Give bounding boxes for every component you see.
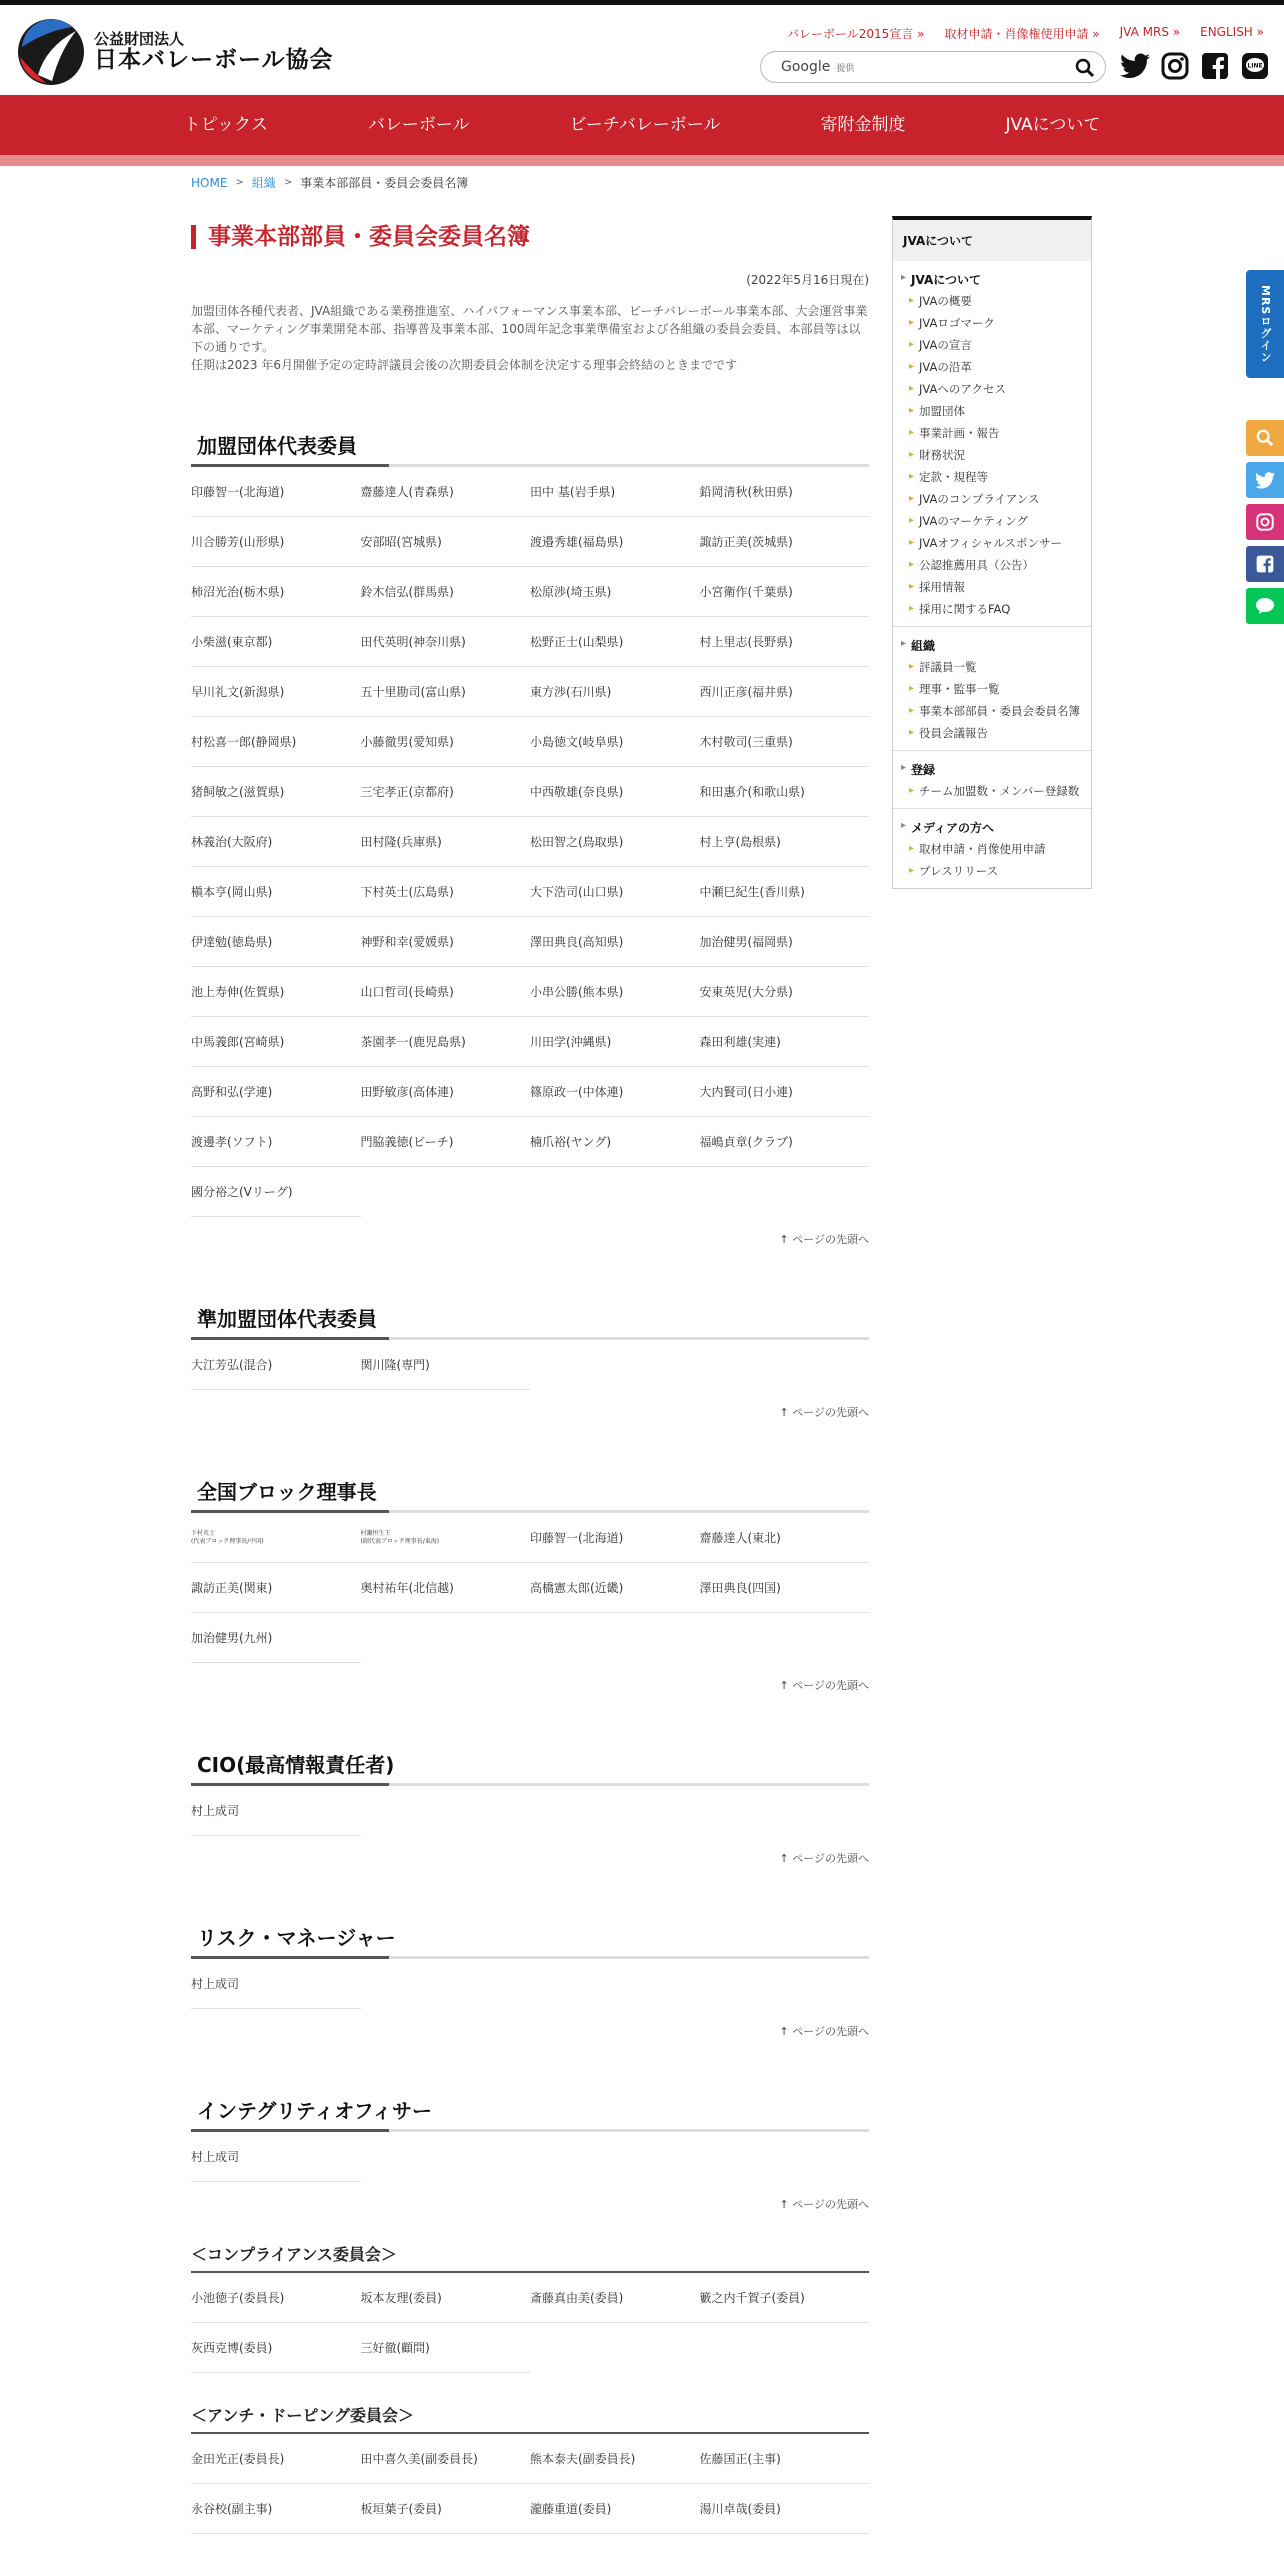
list-item: 澤田典良(四国) — [700, 1563, 870, 1613]
list-item: 関川隆(専門) — [361, 1340, 531, 1390]
list-item: 加治健男(福岡県) — [700, 917, 870, 967]
list-item: 板垣葉子(委員) — [361, 2484, 531, 2534]
sidebar-item[interactable]: ▸ 評議員一覧 — [901, 656, 1083, 678]
sidebar-group-title[interactable]: ▸ JVAについて — [901, 267, 1083, 290]
sidebar-item[interactable]: ▸ 定款・規程等 — [901, 466, 1083, 488]
sidebar-item[interactable]: ▸ JVAのマーケティング — [901, 510, 1083, 532]
nav-donation[interactable]: 寄附金制度 — [820, 115, 906, 135]
mrs-login-button[interactable]: MRSログイン — [1246, 270, 1284, 378]
list-item: 篠原政一(中体連) — [530, 1067, 700, 1117]
list-item: 渡邊孝(ソフト) — [191, 1117, 361, 1167]
section-kamei — [191, 430, 869, 1247]
list-item: 東方渉(石川県) — [530, 667, 700, 717]
sidebar-item[interactable]: ▸ JVAの宣言 — [901, 334, 1083, 356]
list-item: 楠爪裕(ヤング) — [530, 1117, 700, 1167]
list-item: 田代英明(神奈川県) — [361, 617, 531, 667]
list-item: 槇本亨(岡山県) — [191, 867, 361, 917]
list-item: 三好徹(顧問) — [361, 2323, 531, 2373]
junkamei-grid — [191, 1340, 869, 1390]
risk-grid — [191, 1959, 869, 2009]
sidebar-item[interactable]: ▸ 理事・監事一覧 — [901, 678, 1083, 700]
floating-share-bar — [1246, 420, 1284, 624]
list-item: 籔之内千賀子(委員) — [700, 2273, 870, 2323]
section-risk — [191, 1922, 869, 2039]
facebook-icon[interactable] — [1200, 51, 1230, 81]
site-header — [0, 5, 1284, 95]
line-icon[interactable] — [1246, 588, 1284, 624]
list-item: 村上成司 — [191, 1786, 361, 1836]
page-top-link[interactable]: ↑ ページの先頭へ — [779, 1406, 869, 1419]
list-item: 湯川卓哉(委員) — [700, 2484, 870, 2534]
list-item: 和田惠介(和歌山県) — [700, 767, 870, 817]
list-item: 早川礼文(新潟県) — [191, 667, 361, 717]
search-provided-label: 提供 — [836, 63, 855, 74]
search-icon[interactable] — [1246, 420, 1284, 456]
list-item: 小藤徹男(愛知県) — [361, 717, 531, 767]
instagram-icon[interactable] — [1246, 504, 1284, 540]
header-link-2015[interactable]: バレーボール2015宣言 » — [787, 27, 925, 41]
section-junkamei — [191, 1303, 869, 1420]
section-title: インテグリティオフィサー — [191, 2095, 869, 2132]
list-item: 大江芳弘(混合) — [191, 1340, 361, 1390]
section-title: 準加盟団体代表委員 — [191, 1303, 869, 1340]
nav-beach-volleyball[interactable]: ビーチバレーボール — [569, 115, 721, 135]
section-block — [191, 1476, 869, 1693]
sidebar-group-title[interactable]: ▸ メディアの方へ — [901, 815, 1083, 838]
sidebar-group-title[interactable]: ▸ 組織 — [901, 633, 1083, 656]
page-top-link[interactable]: ↑ ページの先頭へ — [779, 1679, 869, 1692]
list-item: 永谷校(副主事) — [191, 2484, 361, 2534]
integrity-grid — [191, 2132, 869, 2182]
nav-about-jva[interactable]: JVAについて — [1005, 115, 1101, 135]
list-item: 門脇義徳(ビーチ) — [361, 1117, 531, 1167]
facebook-icon[interactable] — [1246, 546, 1284, 582]
breadcrumb-home[interactable]: HOME — [191, 175, 228, 190]
list-item: 田中 基(岩手県) — [530, 467, 700, 517]
sidebar-group — [893, 261, 1091, 626]
main-content — [191, 215, 869, 2534]
list-item: 金田光正(委員長) — [191, 2434, 361, 2484]
list-item: 西川正彦(福井県) — [700, 667, 870, 717]
nav-stripe — [0, 155, 1284, 166]
section-title: リスク・マネージャー — [191, 1922, 869, 1959]
list-item: 高橋憲太郎(近畿) — [530, 1563, 700, 1613]
list-item: 松原渉(埼玉県) — [530, 567, 700, 617]
sidebar-item[interactable]: ▸ 採用情報 — [901, 576, 1083, 598]
list-item: 木村敬司(三重県) — [700, 717, 870, 767]
list-item: 澤田典良(高知県) — [530, 917, 700, 967]
list-item: 佐藤国正(主事) — [700, 2434, 870, 2484]
sidebar-item[interactable]: ▸ JVAのコンプライアンス — [901, 488, 1083, 510]
list-item: 小串公勝(熊本県) — [530, 967, 700, 1017]
list-item: 大下浩司(山口県) — [530, 867, 700, 917]
list-item: 齋藤達人(青森県) — [361, 467, 531, 517]
list-item: 村上里志(長野県) — [700, 617, 870, 667]
list-item: 高野和弘(学連) — [191, 1067, 361, 1117]
sidebar-group-title[interactable]: ▸ 登録 — [901, 757, 1083, 780]
list-item: 瀧藤重道(委員) — [530, 2484, 700, 2534]
sidebar-group — [893, 808, 1091, 888]
search-icon[interactable] — [1075, 58, 1095, 78]
breadcrumb — [191, 174, 468, 191]
compliance-title: ＜コンプライアンス委員会＞ — [191, 2242, 869, 2273]
list-item: 渡邉秀雄(福島県) — [530, 517, 700, 567]
section-integrity — [191, 2095, 869, 2212]
list-item: 中西敬雄(奈良県) — [530, 767, 700, 817]
sidebar — [892, 216, 1092, 889]
list-item: 小宮衛作(千葉県) — [700, 567, 870, 617]
intro-text: 加盟団体各種代表者、JVA組織である業務推進室、ハイパフォーマンス事業本部、ビーチバレーボール事業本部、大会運営事業本部、マーケティング事業開発本部、指導普及事業本部、100周年記念事業準備室および各組織の委員会委員、本部員等は以下の通りです。 — [191, 304, 868, 354]
antidoping-title: ＜アンチ・ドーピング委員会＞ — [191, 2403, 869, 2434]
list-item: 坂本友理(委員) — [361, 2273, 531, 2323]
list-item: 林義治(大阪府) — [191, 817, 361, 867]
svg-text:LINE: LINE — [1247, 62, 1263, 70]
list-item: 國分裕之(Vリーグ) — [191, 1167, 361, 1217]
logo-ball-icon — [16, 17, 86, 87]
site-logo[interactable] — [16, 17, 334, 87]
list-item: 茶園孝一(鹿児島県) — [361, 1017, 531, 1067]
list-item: 田村隆(兵庫県) — [361, 817, 531, 867]
sidebar-item[interactable]: ▸ JVAロゴマーク — [901, 312, 1083, 334]
section-title: 全国ブロック理事長 — [191, 1476, 869, 1513]
list-item: 山口哲司(長崎県) — [361, 967, 531, 1017]
header-link-media-request[interactable]: 取材申請・肖像権使用申請 » — [944, 27, 1100, 41]
instagram-icon[interactable] — [1160, 51, 1190, 81]
list-item: 松野正士(山梨県) — [530, 617, 700, 667]
list-item: 下村英士 (代表ブロック理事長/中国) — [191, 1513, 361, 1563]
list-item: 川田学(沖縄県) — [530, 1017, 700, 1067]
chevron-right-icon: > — [235, 177, 244, 188]
page-top-link[interactable]: ↑ ページの先頭へ — [779, 2198, 869, 2211]
page-top-link[interactable]: ↑ ページの先頭へ — [779, 1233, 869, 1246]
header-link-english[interactable]: ENGLISH » — [1200, 25, 1264, 39]
list-item: 下村英士(広島県) — [361, 867, 531, 917]
nav-volleyball[interactable]: バレーボール — [367, 115, 470, 135]
sidebar-item[interactable]: ▸ 取材申請・肖像使用申請 — [901, 838, 1083, 860]
sidebar-item[interactable]: ▸ 事業計画・報告 — [901, 422, 1083, 444]
list-item: 印藤智一(北海道) — [191, 467, 361, 517]
list-item: 小柴滋(東京都) — [191, 617, 361, 667]
list-item: 中瀬巳紀生(香川県) — [700, 867, 870, 917]
sidebar-heading: JVAについて — [893, 220, 1091, 261]
list-item: 熊本泰夫(副委員長) — [530, 2434, 700, 2484]
list-item: 森田利雄(実連) — [700, 1017, 870, 1067]
twitter-icon[interactable] — [1246, 462, 1284, 498]
list-item: 諏訪正美(茨城県) — [700, 517, 870, 567]
sidebar-group — [893, 750, 1091, 808]
search-google-label: Google — [781, 59, 831, 75]
list-item: 中馬義郎(宮崎県) — [191, 1017, 361, 1067]
list-item: 安部昭(宮城県) — [361, 517, 531, 567]
list-item: 小池徳子(委員長) — [191, 2273, 361, 2323]
list-item: 加治健男(九州) — [191, 1613, 361, 1663]
list-item: 田野敏彦(高体連) — [361, 1067, 531, 1117]
term-text: 任期は2023 年6月開催予定の定時評議員会後の次期委員会体制を決定する理事会終結のときまでです — [191, 358, 737, 372]
page-top-link[interactable]: ↑ ページの先頭へ — [779, 2025, 869, 2038]
sidebar-item[interactable]: ▸ チーム加盟数・メンバー登録数 — [901, 780, 1083, 802]
block-grid — [191, 1513, 869, 1663]
sidebar-item[interactable]: ▸ JVAの概要 — [901, 290, 1083, 312]
list-item: 川合勝芳(山形県) — [191, 517, 361, 567]
list-item: 神野和幸(愛媛県) — [361, 917, 531, 967]
page-top-link[interactable]: ↑ ページの先頭へ — [779, 1852, 869, 1865]
list-item: 灰西克博(委員) — [191, 2323, 361, 2373]
list-item: 三宅孝正(京都府) — [361, 767, 531, 817]
sidebar-item[interactable]: ▸ JVAへのアクセス — [901, 378, 1083, 400]
sidebar-item[interactable]: ▸ 採用に関するFAQ — [901, 598, 1083, 620]
sidebar-group — [893, 626, 1091, 750]
logo-title: 日本バレーボール協会 — [94, 46, 334, 73]
list-item: 猪飼敏之(滋賀県) — [191, 767, 361, 817]
social-links — [1120, 51, 1270, 81]
list-item: 小島徳文(岐阜県) — [530, 717, 700, 767]
list-item: 村上成司 — [191, 1959, 361, 2009]
page-title: 事業本部部員・委員会委員名簿 — [191, 225, 869, 249]
list-item: 村上亨(島根県) — [700, 817, 870, 867]
list-item: 伊達勉(徳島県) — [191, 917, 361, 967]
section-title: 加盟団体代表委員 — [191, 430, 869, 467]
list-item: 松田智之(鳥取県) — [530, 817, 700, 867]
section-title: CIO(最高情報責任者) — [191, 1749, 869, 1786]
sidebar-item[interactable]: ▸ 加盟団体 — [901, 400, 1083, 422]
search-input[interactable] — [760, 51, 1106, 83]
chevron-right-icon: > — [283, 177, 293, 188]
main-navigation — [0, 95, 1284, 155]
twitter-icon[interactable] — [1120, 51, 1150, 81]
breadcrumb-current: 事業本部部員・委員会委員名簿 — [300, 176, 469, 190]
list-item: 斎藤真由美(委員) — [530, 2273, 700, 2323]
list-item: 安東英児(大分県) — [700, 967, 870, 1017]
list-item: 田中喜久美(副委員長) — [361, 2434, 531, 2484]
list-item: 印藤智一(北海道) — [530, 1513, 700, 1563]
sidebar-item[interactable]: ▸ JVAの沿革 — [901, 356, 1083, 378]
sidebar-item[interactable]: ▸ 事業本部部員・委員会委員名簿 — [901, 700, 1083, 722]
list-item: 村上成司 — [191, 2132, 361, 2182]
list-item: 柿沼光治(栃木県) — [191, 567, 361, 617]
as-of-date: (2022年5月16日現在) — [746, 273, 869, 287]
list-item: 奥村祐年(北信越) — [361, 1563, 531, 1613]
list-item: 村松喜一郎(静岡県) — [191, 717, 361, 767]
list-item: 齋藤達人(東北) — [700, 1513, 870, 1563]
section-cio — [191, 1749, 869, 1866]
header-links — [787, 25, 1264, 42]
list-item: 大内賢司(日小連) — [700, 1067, 870, 1117]
sidebar-item[interactable]: ▸ JVAオフィシャルスポンサー — [901, 532, 1083, 554]
list-item: 諏訪正美(関東) — [191, 1563, 361, 1613]
compliance-grid — [191, 2273, 869, 2373]
cio-grid — [191, 1786, 869, 1836]
list-item: 村瀬恒生王 (副代表ブロック理事長/東海) — [361, 1513, 531, 1563]
sidebar-item[interactable]: ▸ プレスリリース — [901, 860, 1083, 882]
kamei-grid — [191, 467, 869, 1217]
list-item: 鉛岡清秋(秋田県) — [700, 467, 870, 517]
sidebar-item[interactable]: ▸ 公認推薦用具（公告） — [901, 554, 1083, 576]
breadcrumb-org[interactable]: 組織 — [251, 176, 276, 190]
nav-topics[interactable]: トピックス — [183, 115, 268, 135]
header-link-mrs[interactable]: JVA MRS » — [1119, 25, 1181, 39]
list-item: 福嶋貞章(クラブ) — [700, 1117, 870, 1167]
list-item: 鈴木信弘(群馬県) — [361, 567, 531, 617]
logo-subtitle: 公益財団法人 — [94, 30, 185, 49]
line-icon[interactable] — [1240, 51, 1270, 81]
sidebar-item[interactable]: ▸ 役員会議報告 — [901, 722, 1083, 744]
list-item: 池上寿伸(佐賀県) — [191, 967, 361, 1017]
list-item: 五十里勘司(富山県) — [361, 667, 531, 717]
sidebar-item[interactable]: ▸ 財務状況 — [901, 444, 1083, 466]
antidoping-grid — [191, 2434, 869, 2534]
